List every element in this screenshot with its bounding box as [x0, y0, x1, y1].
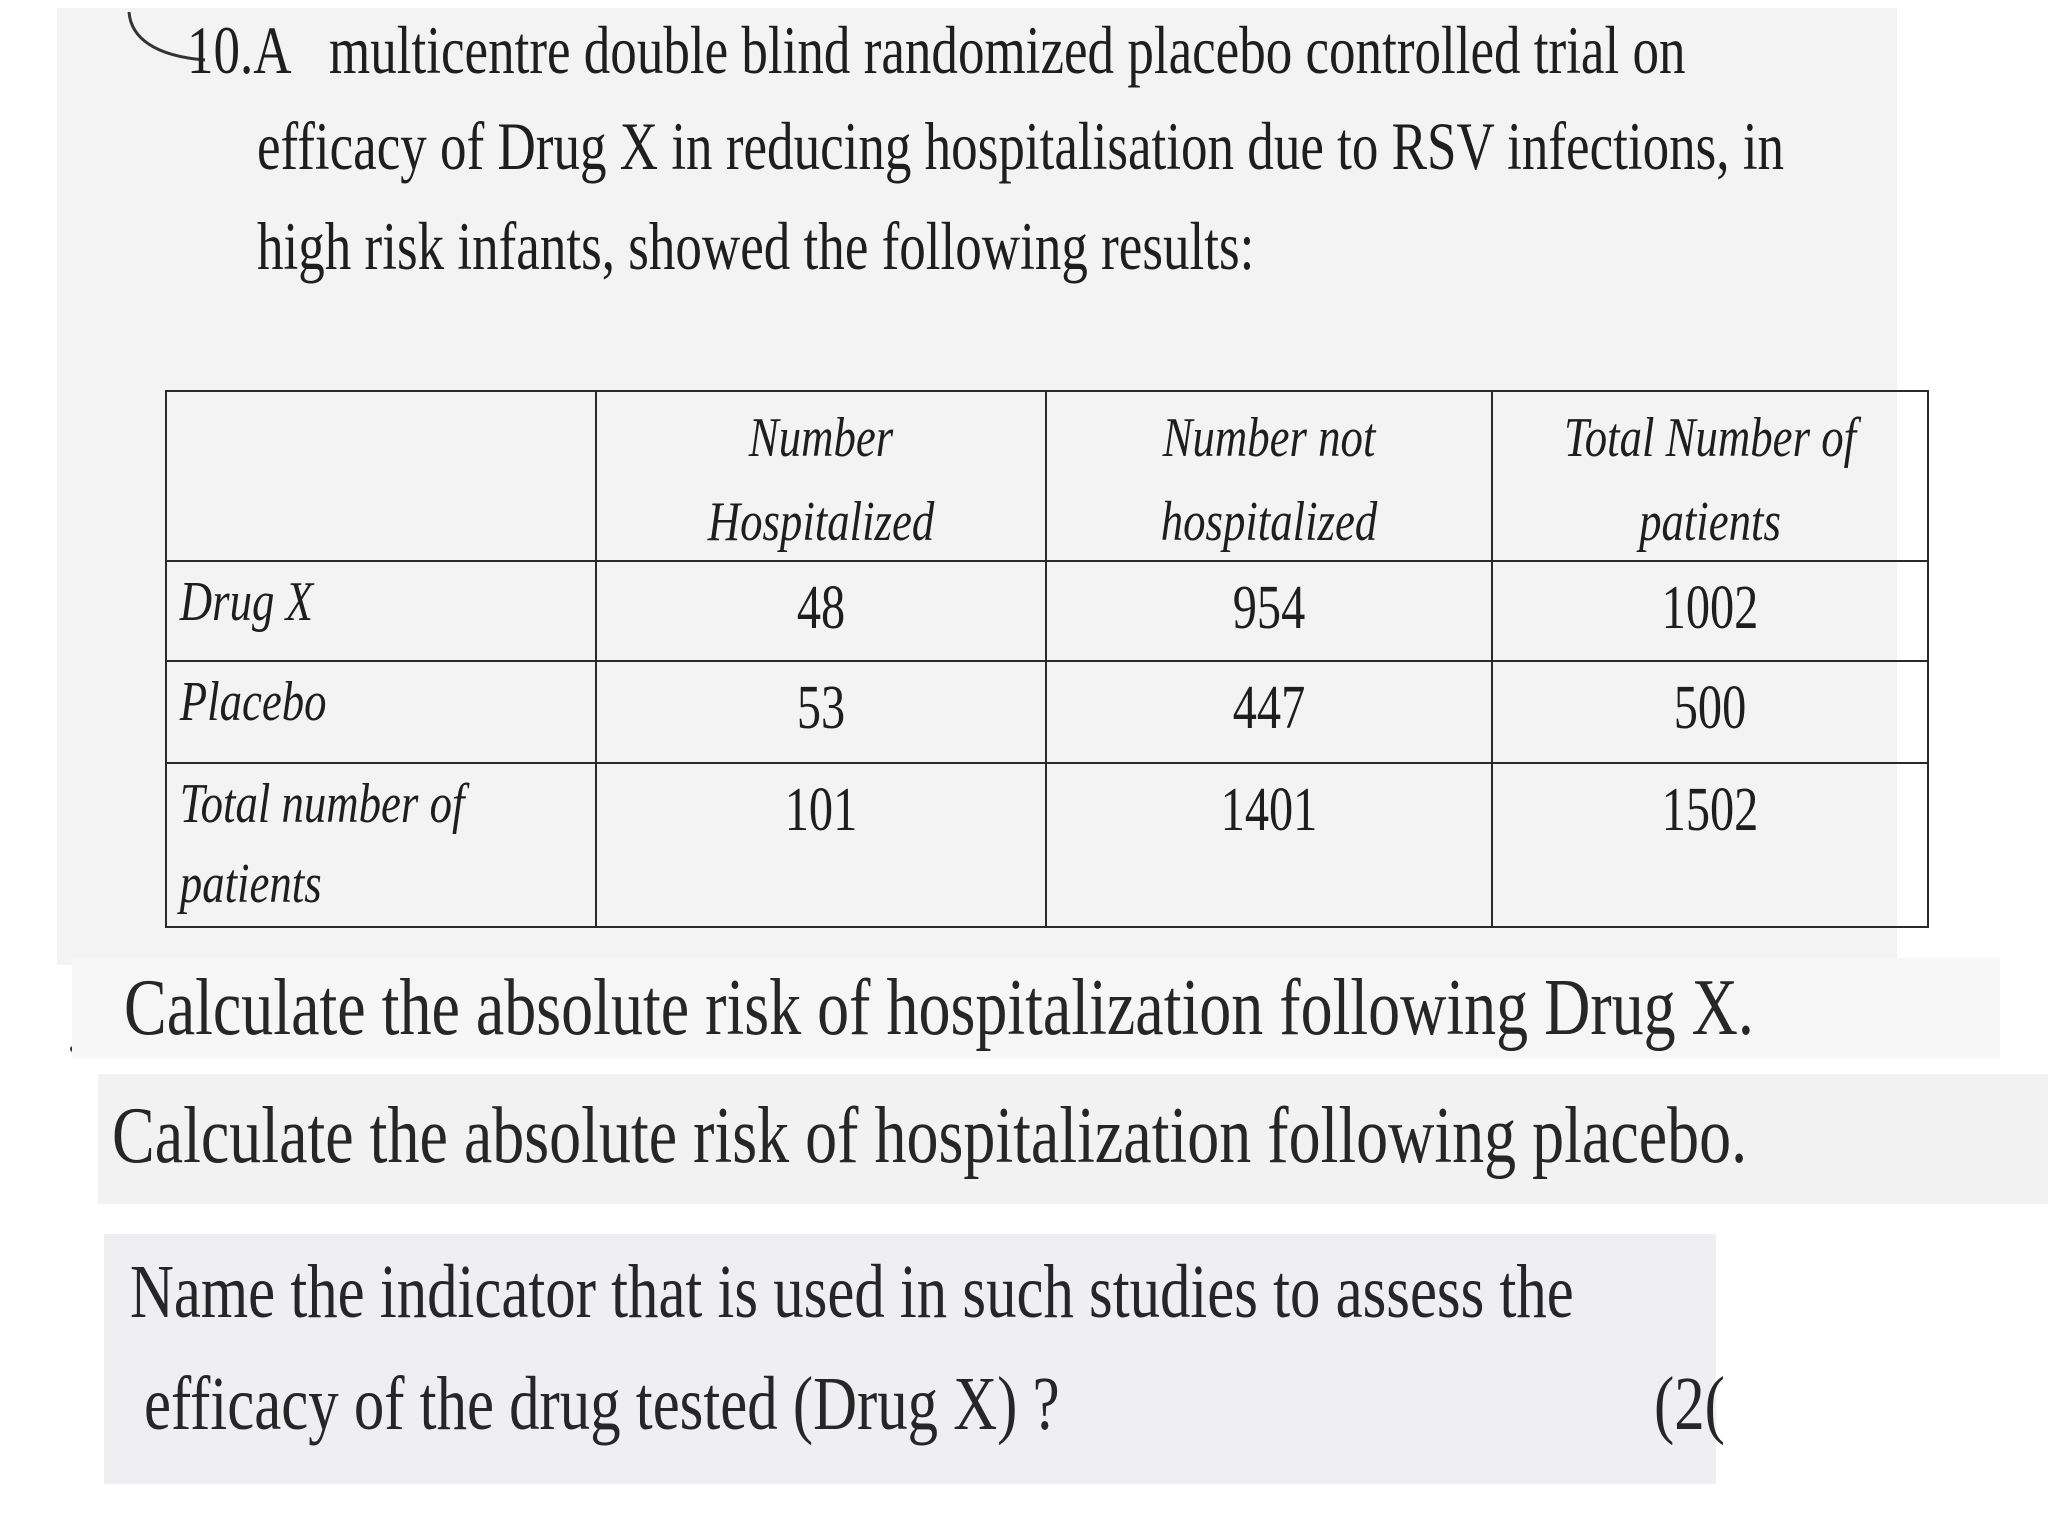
- table-header-row: [166, 391, 1928, 561]
- header-line: Number not: [1162, 407, 1376, 469]
- table-header-total: [1492, 391, 1928, 561]
- cell-value: 53: [796, 674, 846, 742]
- results-table: [165, 390, 1929, 928]
- header-line: Hospitalized: [707, 491, 935, 553]
- table-header-empty: [166, 391, 596, 561]
- table-cell: [1492, 763, 1928, 927]
- header-line: Number: [748, 407, 894, 469]
- cell-value: 1502: [1661, 776, 1759, 844]
- question-placebo-text: Calculate the absolute risk of hospitalization following placebo.: [112, 1092, 1748, 1180]
- table-cell: [1492, 661, 1928, 763]
- question-drug-text: Calculate the absolute risk of hospitalization following Drug X.: [124, 964, 1754, 1052]
- question-scan-block: [57, 8, 1897, 965]
- question-strip-drug: [72, 958, 2000, 1058]
- header-line: Total Number of: [1563, 407, 1857, 469]
- table-row-total: [166, 763, 1928, 927]
- table-header-hospitalized: [596, 391, 1046, 561]
- row-label: patients: [179, 853, 322, 915]
- table-row-drug-x: [166, 561, 1928, 661]
- question-indicator-line1: Name the indicator that is used in such studies to assess the: [130, 1250, 1574, 1334]
- question-text-line2: efficacy of Drug X in reducing hospitalisation due to RSV infections, in: [257, 108, 1785, 184]
- table-cell: [596, 763, 1046, 927]
- cell-value: 1002: [1661, 574, 1759, 642]
- cell-value: 1401: [1220, 776, 1318, 844]
- cell-value: 954: [1232, 574, 1306, 642]
- row-label: Total number of: [179, 773, 465, 835]
- cell-value: 447: [1232, 674, 1306, 742]
- table-row-placebo: [166, 661, 1928, 763]
- table-cell: [1046, 763, 1492, 927]
- row-label: Placebo: [179, 671, 327, 733]
- cell-value: 500: [1673, 674, 1747, 742]
- table-cell: [1046, 661, 1492, 763]
- marks-label: (2(: [1654, 1362, 1725, 1446]
- row-label-cell: [166, 561, 596, 661]
- table-cell: [1046, 561, 1492, 661]
- question-text-line1: multicentre double blind randomized placebo controlled trial on: [329, 12, 1686, 88]
- header-line: patients: [1639, 491, 1781, 553]
- question-strip-placebo: [98, 1074, 2048, 1204]
- row-label-cell: [166, 661, 596, 763]
- table-cell: [596, 561, 1046, 661]
- question-indicator-line2: efficacy of the drug tested (Drug X) ?: [144, 1362, 1060, 1446]
- row-label-cell: [166, 763, 596, 927]
- row-label: Drug X: [179, 571, 313, 633]
- cell-value: 48: [796, 574, 846, 642]
- question-text-line3: high risk infants, showed the following results:: [257, 208, 1255, 284]
- table-cell: [596, 661, 1046, 763]
- question-number: 10.A: [187, 12, 292, 88]
- table-header-not-hospitalized: [1046, 391, 1492, 561]
- question-strip-indicator: [104, 1234, 1725, 1484]
- header-line: hospitalized: [1160, 491, 1378, 553]
- table-cell: [1492, 561, 1928, 661]
- cell-value: 101: [784, 776, 858, 844]
